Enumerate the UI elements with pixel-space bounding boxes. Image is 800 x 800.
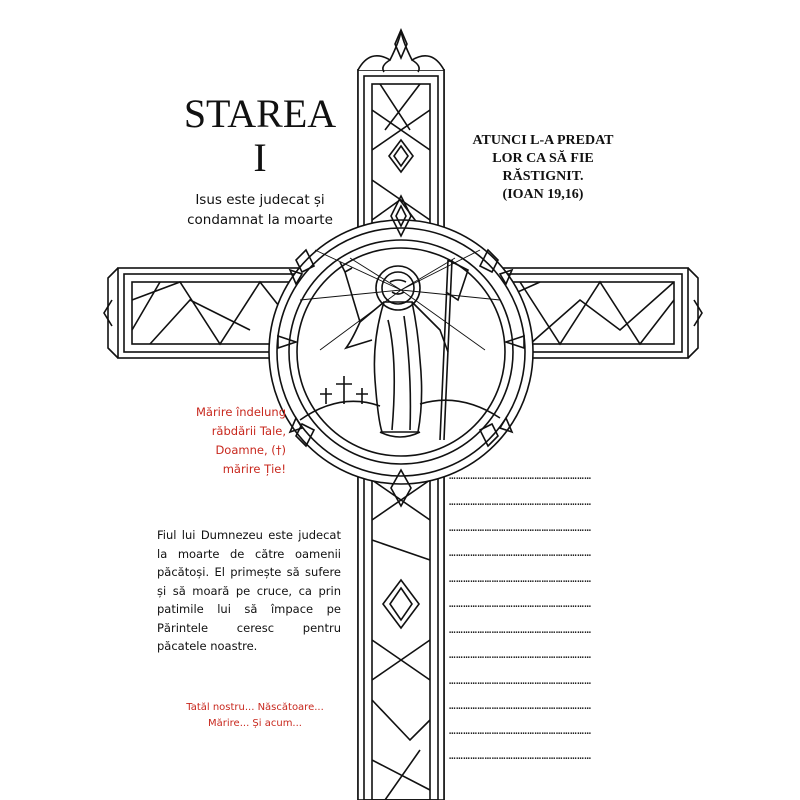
station-numeral: I xyxy=(253,135,267,180)
subtitle-line: condamnat la moarte xyxy=(187,212,333,228)
verse-reference: (IOAN 19,16) xyxy=(502,187,584,202)
fleur-de-lis-icon xyxy=(358,30,444,72)
prayer-line: Mărire îndelung xyxy=(195,405,286,419)
writing-line[interactable]: …………………………………………………… xyxy=(449,674,592,687)
verse-line: LOR CA SĂ FIE xyxy=(492,151,594,166)
station-subtitle xyxy=(160,190,360,230)
station-title xyxy=(180,92,340,180)
scripture-verse xyxy=(448,132,638,204)
writing-line[interactable]: …………………………………………………… xyxy=(449,597,592,610)
writing-line[interactable]: …………………………………………………… xyxy=(449,648,592,661)
writing-line[interactable]: …………………………………………………… xyxy=(449,724,592,737)
meditation-text: Fiul lui Dumnezeu este judecat la moarte de către oamenii păcătoși. El primește să sufere și să moară pe cruce, ca prin patimile lui să împace pe Părintele ceresc pentru păcatele noastre. xyxy=(157,528,341,653)
doxology-prayer xyxy=(150,403,286,479)
writing-line[interactable]: …………………………………………………… xyxy=(449,495,592,508)
writing-line[interactable]: …………………………………………………… xyxy=(449,699,592,712)
closing-prayers xyxy=(160,700,350,732)
station-title-word: STAREA xyxy=(183,91,337,136)
subtitle-line: Isus este judecat și xyxy=(195,192,325,208)
writing-line[interactable]: …………………………………………………… xyxy=(449,572,592,585)
writing-line[interactable]: …………………………………………………… xyxy=(449,546,592,559)
writing-line[interactable]: …………………………………………………… xyxy=(449,469,592,482)
writing-line[interactable]: …………………………………………………… xyxy=(449,623,592,636)
writing-line[interactable]: …………………………………………………… xyxy=(449,749,592,762)
closing-line: Tatăl nostru... Născătoare... xyxy=(186,702,324,713)
verse-line: ATUNCI L-A PREDAT xyxy=(472,133,614,148)
prayer-line: Doamne, (†) xyxy=(215,443,286,457)
writing-line[interactable]: …………………………………………………… xyxy=(449,521,592,534)
prayer-line: mărire Ție! xyxy=(222,462,286,476)
verse-line: RĂSTIGNIT. xyxy=(502,169,584,184)
prayer-line: răbdării Tale, xyxy=(211,424,286,438)
closing-line: Mărire... Și acum... xyxy=(208,718,302,729)
